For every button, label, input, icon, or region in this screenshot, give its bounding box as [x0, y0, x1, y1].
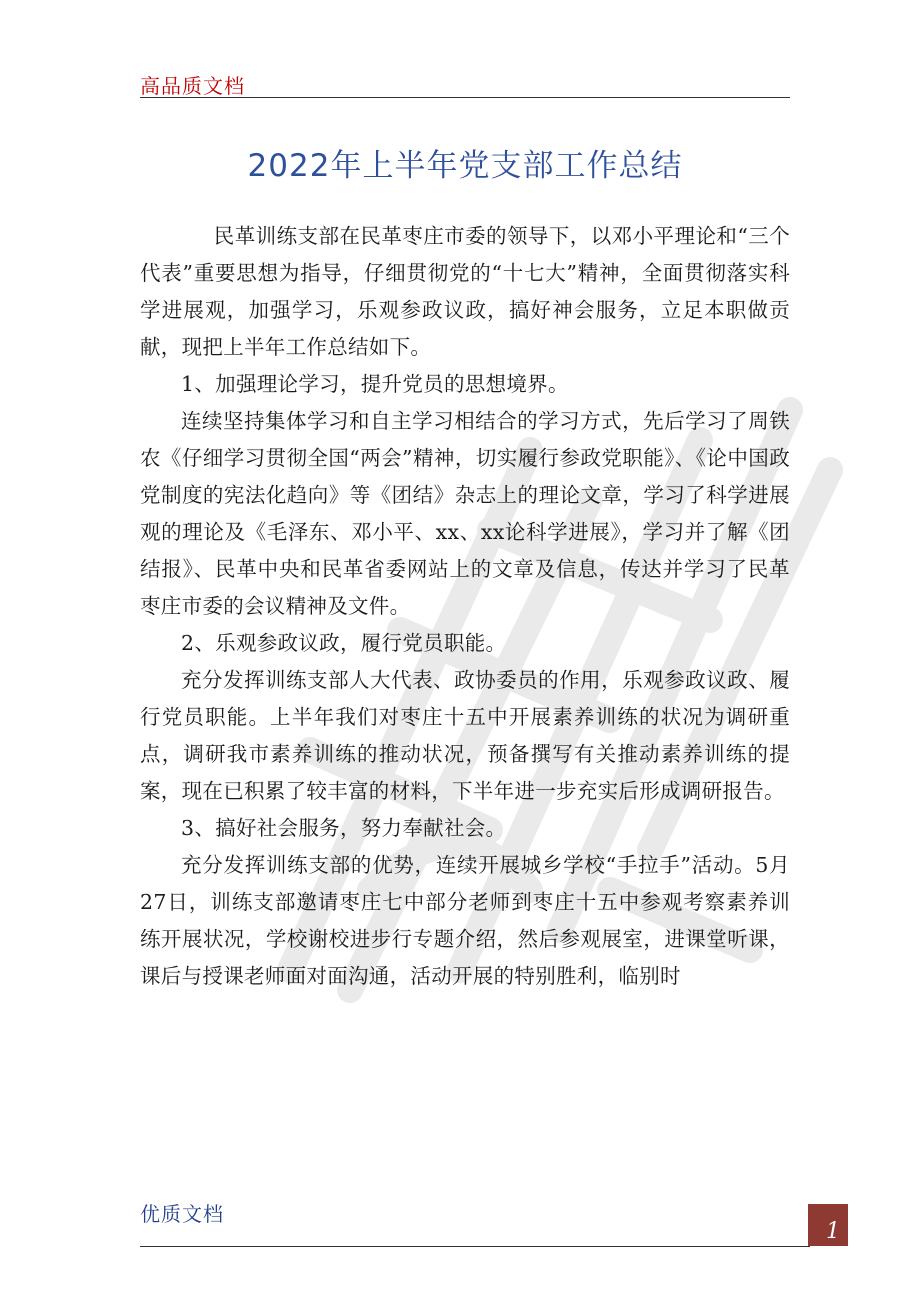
page-number-badge: [808, 1204, 848, 1246]
paragraph-section-2: 充分发挥训练支部人大代表、政协委员的作用，乐观参政议政、履行党员职能。上半年我们对枣庄十五中开展素养训练的状况为调研重点，调研我市素养训练的推动状况，预备撰写有关推动素养训练的提案，现在已积累了较丰富的材料，下半年进一步充实后形成调研报告。: [140, 668, 790, 803]
header-label: 高品质文档: [140, 74, 245, 98]
paragraph-section-3: 充分发挥训练支部的优势，连续开展城乡学校“手拉手”活动。5月27日，训练支部邀请枣庄七中部分老师到枣庄十五中参观考察素养训练开展状况，学校谢校进步行专题介绍，然后参观展室，进课堂听课，课后与授课老师面对面沟通，活动开展的特别胜利，临别时: [140, 853, 790, 988]
footer-divider: [140, 1246, 810, 1247]
section-heading-1: 1、加强理论学习，提升党员的思想境界。: [181, 372, 569, 396]
document-title: 2022年上半年党支部工作总结: [247, 148, 683, 184]
section-heading-3: 3、搞好社会服务，努力奉献社会。: [181, 816, 507, 840]
page-number: 1: [826, 1219, 840, 1244]
page-header: [140, 70, 790, 98]
header-divider: [140, 97, 790, 98]
footer-label: 优质文档: [140, 1202, 224, 1226]
document-body: [140, 218, 790, 995]
section-heading-2: 2、乐观参政议政，履行党员职能。: [181, 631, 507, 655]
paragraph-intro: 民革训练支部在民革枣庄市委的领导下，以邓小平理论和“三个代表”重要思想为指导，仔细贯彻党的“十七大”精神，全面贯彻落实科学进展观，加强学习，乐观参政议政，搞好神会服务，立足本职做贡献，现把上半年工作总结如下。: [140, 224, 790, 359]
paragraph-section-1: 连续坚持集体学习和自主学习相结合的学习方式，先后学习了周铁农《仔细学习贯彻全国“两会”精神，切实履行参政党职能》、《论中国政党制度的宪法化趋向》等《团结》杂志上的理论文章，学习了科学进展观的理论及《毛泽东、邓小平、xx、xx论科学进展》，学习并了解《团结报》、民革中央和民革省委网站上的文章及信息，传达并学习了民革枣庄市委的会议精神及文件。: [140, 409, 790, 618]
